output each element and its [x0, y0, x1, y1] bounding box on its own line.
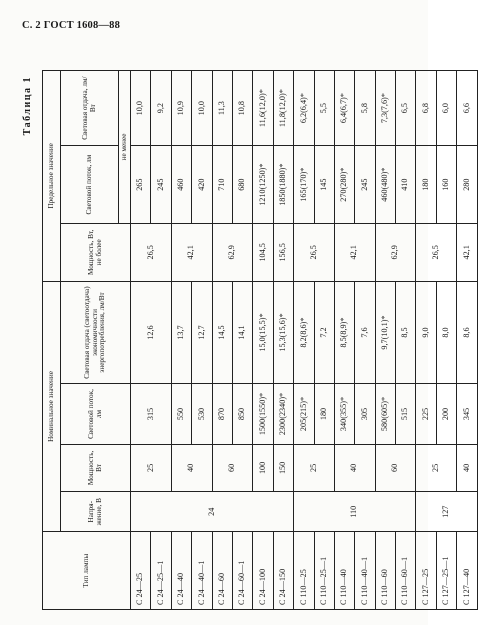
limit-efficacy-cell: 11,3 [212, 71, 232, 146]
limit-efficacy-cell: 11,6(12,0)* [253, 71, 273, 146]
limit-efficacy-cell: 9,2 [151, 71, 171, 146]
table-caption: Таблица 1 [22, 76, 33, 136]
limit-power-cell: 156,5 [273, 224, 293, 282]
limit-flux-cell: 280 [457, 146, 477, 224]
flux-cell: 870 [212, 384, 232, 444]
lamp-type-cell: С 24—60—1 [232, 532, 252, 610]
limit-efficacy-cell: 10,0 [192, 71, 212, 146]
efficacy-cell: 7,2 [314, 281, 334, 384]
power-cell: 60 [212, 444, 253, 492]
limit-efficacy-cell: 10,0 [131, 71, 151, 146]
page-header: С. 2 ГОСТ 1608—88 [22, 20, 121, 31]
flux-cell: 550 [171, 384, 191, 444]
limit-power-cell: 26,5 [416, 224, 457, 282]
table-body [131, 71, 478, 610]
voltage-cell: 110 [294, 492, 416, 532]
header-power: Мощность, Вт [61, 444, 131, 492]
header-lamp-type: Тип лампы [43, 532, 131, 610]
limit-flux-cell: 460 [171, 146, 191, 224]
limit-flux-cell: 1210(1250)* [253, 146, 273, 224]
lamp-parameters-table [42, 70, 478, 610]
lamp-type-cell: С 127—40 [457, 532, 477, 610]
limit-power-cell: 26,5 [294, 224, 335, 282]
lamp-type-cell: С 127—25 [416, 532, 436, 610]
header-limit-group: Предельное значение [43, 71, 61, 282]
flux-cell: 515 [396, 384, 416, 444]
limit-efficacy-cell: 6,0 [436, 71, 456, 146]
limit-power-cell: 104,5 [253, 224, 273, 282]
lamp-type-cell: С 110—40—1 [355, 532, 375, 610]
limit-power-cell: 26,5 [131, 224, 172, 282]
flux-cell: 2300(2340)* [273, 384, 293, 444]
limit-flux-cell: 165(170)* [294, 146, 314, 224]
limit-flux-cell: 160 [436, 146, 456, 224]
header-efficacy: Световая отдача (светоотдача) экономичности энергопотребления, лм/Вт [61, 281, 131, 384]
lamp-type-cell: С 24—60 [212, 532, 232, 610]
table-row [416, 71, 436, 610]
table-row [294, 71, 314, 610]
header-nominal-group: Номинальное значение [43, 281, 61, 532]
efficacy-cell: 8,2(8,6)* [294, 281, 314, 384]
flux-cell: 1500(1550)* [253, 384, 273, 444]
power-cell: 25 [294, 444, 335, 492]
limit-efficacy-cell: 6,6 [457, 71, 477, 146]
flux-cell: 345 [457, 384, 477, 444]
efficacy-cell: 8,6 [457, 281, 477, 384]
limit-flux-cell: 710 [212, 146, 232, 224]
lamp-type-cell: С 24—150 [273, 532, 293, 610]
limit-flux-cell: 420 [192, 146, 212, 224]
header-flux: Световой поток, лм [61, 384, 131, 444]
flux-cell: 205(215)* [294, 384, 314, 444]
limit-efficacy-cell: 6,4(6,7)* [334, 71, 354, 146]
lamp-type-cell: С 110—40 [334, 532, 354, 610]
lamp-type-cell: С 110—25—1 [314, 532, 334, 610]
power-cell: 150 [273, 444, 293, 492]
limit-efficacy-cell: 6,8 [416, 71, 436, 146]
limit-efficacy-cell: 6,5 [396, 71, 416, 146]
limit-flux-cell: 180 [416, 146, 436, 224]
flux-cell: 340(355)* [334, 384, 354, 444]
efficacy-cell: 12,6 [131, 281, 172, 384]
efficacy-cell: 7,6 [355, 281, 375, 384]
flux-cell: 200 [436, 384, 456, 444]
lamp-type-cell: С 127—25—1 [436, 532, 456, 610]
header-limit-efficacy: Световая отдача, лм/Вт [61, 71, 119, 146]
efficacy-cell: 14,5 [212, 281, 232, 384]
limit-power-cell: 42,1 [334, 224, 375, 282]
header-limit-power: Мощность, Вт, не более [61, 224, 131, 282]
limit-flux-cell: 680 [232, 146, 252, 224]
limit-power-cell: 42,1 [171, 224, 212, 282]
power-cell: 40 [171, 444, 212, 492]
limit-flux-cell: 245 [355, 146, 375, 224]
flux-cell: 305 [355, 384, 375, 444]
limit-efficacy-cell: 6,2(6,4)* [294, 71, 314, 146]
lamp-type-cell: С 24—40—1 [192, 532, 212, 610]
lamp-type-cell: С 24—100 [253, 532, 273, 610]
limit-power-cell: 62,9 [375, 224, 416, 282]
limit-flux-cell: 410 [396, 146, 416, 224]
efficacy-cell: 15,3(15,6)* [273, 281, 293, 384]
flux-cell: 850 [232, 384, 252, 444]
efficacy-cell: 8,5(8,9)* [334, 281, 354, 384]
flux-cell: 180 [314, 384, 334, 444]
efficacy-cell: 13,7 [171, 281, 191, 384]
lamp-type-cell: С 24—40 [171, 532, 191, 610]
flux-cell: 315 [131, 384, 172, 444]
lamp-type-cell: С 110—60—1 [396, 532, 416, 610]
power-cell: 60 [375, 444, 416, 492]
voltage-cell: 24 [131, 492, 294, 532]
lamp-type-cell: С 24—25—1 [151, 532, 171, 610]
limit-flux-cell: 245 [151, 146, 171, 224]
flux-cell: 580(605)* [375, 384, 395, 444]
limit-flux-cell: 270(280)* [334, 146, 354, 224]
limit-efficacy-cell: 5,5 [314, 71, 334, 146]
limit-power-cell: 42,1 [457, 224, 477, 282]
efficacy-cell: 8,5 [396, 281, 416, 384]
limit-efficacy-cell: 10,9 [171, 71, 191, 146]
efficacy-cell: 9,7(10,1)* [375, 281, 395, 384]
limit-efficacy-cell: 7,3(7,6)* [375, 71, 395, 146]
limit-efficacy-cell: 10,8 [232, 71, 252, 146]
power-cell: 25 [131, 444, 172, 492]
efficacy-cell: 9,0 [416, 281, 436, 384]
efficacy-cell: 15,0(15,5)* [253, 281, 273, 384]
limit-efficacy-cell: 11,8(12,0)* [273, 71, 293, 146]
limit-flux-cell: 265 [131, 146, 151, 224]
flux-cell: 530 [192, 384, 212, 444]
power-cell: 40 [457, 444, 477, 492]
limit-flux-cell: 145 [314, 146, 334, 224]
efficacy-cell: 8,0 [436, 281, 456, 384]
table-row [131, 71, 151, 610]
power-cell: 40 [334, 444, 375, 492]
voltage-cell: 127 [416, 492, 477, 532]
limit-flux-cell: 1850(1880)* [273, 146, 293, 224]
lamp-type-cell: С 110—60 [375, 532, 395, 610]
limit-power-cell: 62,9 [212, 224, 253, 282]
power-cell: 100 [253, 444, 273, 492]
lamp-type-cell: С 24—25 [131, 532, 151, 610]
power-cell: 25 [416, 444, 457, 492]
lamp-type-cell: С 110—25 [294, 532, 314, 610]
limit-efficacy-cell: 5,8 [355, 71, 375, 146]
efficacy-cell: 12,7 [192, 281, 212, 384]
header-not-less: не менее [119, 71, 131, 224]
header-limit-flux: Световой поток, лм [61, 146, 119, 224]
flux-cell: 225 [416, 384, 436, 444]
rotated-table-block [22, 70, 471, 610]
header-voltage: Напря-жение, В [61, 492, 131, 532]
efficacy-cell: 14,1 [232, 281, 252, 384]
limit-flux-cell: 460(480)* [375, 146, 395, 224]
